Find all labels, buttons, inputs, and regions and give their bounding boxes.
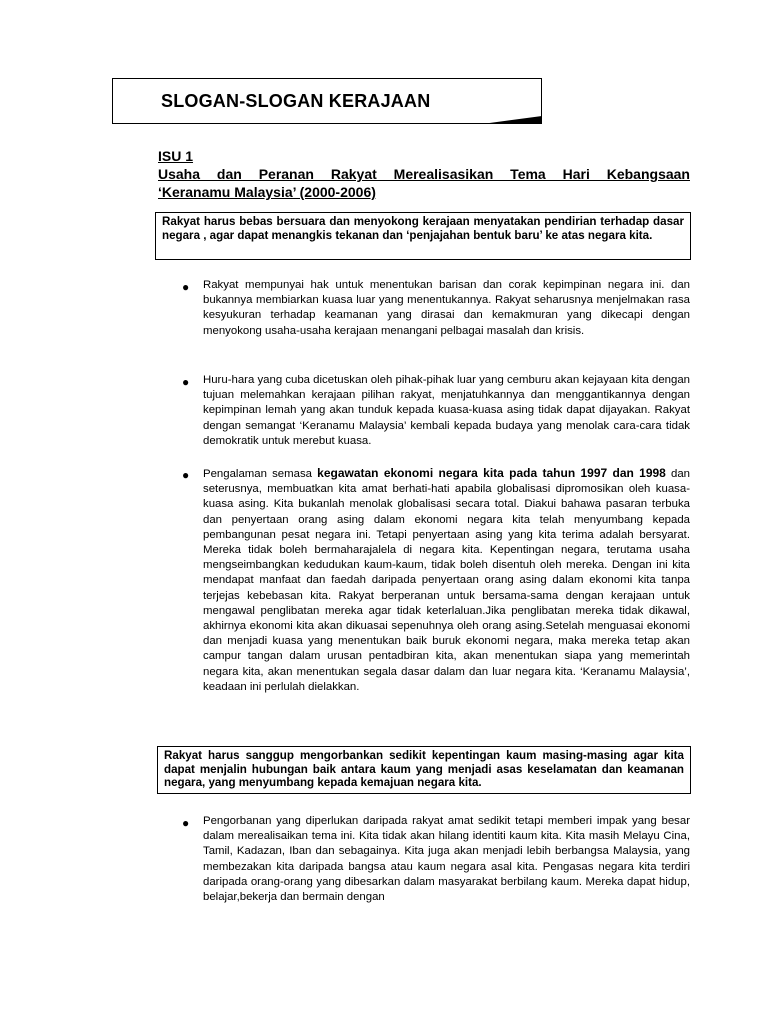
document-title: SLOGAN-SLOGAN KERAJAAN [161, 91, 431, 111]
issue-label: ISU 1 [158, 148, 194, 164]
paragraph-3 [203, 466, 690, 695]
issue-theme-line1: Usaha dan Peranan Rakyat Merealisasikan Tema Hari Kebangsaan [158, 166, 690, 182]
slogan-box-1: Rakyat harus bebas bersuara dan menyokong kerajaan menyatakan pendirian terhadap dasar negara , agar dapat menangkis tekanan dan ‘penjajahan bentuk baru’ ke atas negara kita. [155, 212, 691, 260]
paragraph-4: Pengorbanan yang diperlukan daripada rakyat amat sedikit tetapi memberi impak yang besar dalam merealisaikan tema ini. Kita tidak akan hilang identiti kaum kita. Kita masih Melayu Cina, Tamil, Kadazan, Iban dan sebagainya. Kita juga akan menjadi lebih berbangsa Malaysia, yang membezakan kita daripada bangsa atau kaum negara asal kita. Pengasas negara kita terdiri daripada orang-orang yang dibesarkan dalam masyarakat berbilang kaum. Mereka dapat hidup, belajar,bekerja dan bermain dengan [203, 815, 690, 904]
paragraph-2: Huru-hara yang cuba dicetuskan oleh pihak-pihak luar yang cemburu akan kejayaan kita dengan tujuan melemahkan kerajaan pilihan rakyat, menjatuhkannya dan menggantikannya dengan kepimpinan lemah yang akan tunduk kepada kuasa-kuasa asing tidak dapat dijayakan. Rakyat dengan semangat ‘Keranamu Malaysia’ kembali kepada budaya yang menolak cara-cara tidak demokratik untuk merebut kuasa. [203, 374, 690, 447]
paragraph-3-rest: dan seterusnya, membuatkan kita amat berhati-hati apabila globalisasi dipromosikan oleh kuasa-kuasa asing. Kita bukanlah menolak globalisasi secara total. Diakui bahawa pasaran terbuka dan penyertaan orang asing dalam ekonomi negara kita telah menyumbang kepada pembangunan pesat negara ini. Tetapi penyertaan asing yang kita terima adalah bersyarat. Mereka tidak boleh bermaharajalela di negara kita. Kepentingan negara, terutama usaha mengseimbangkan kedudukan kaum-kaum, tidak boleh disentuh oleh mereka. Dengan ini kita mendapat manfaat dan faedah daripada penyertaan orang asing dalam ekonomi kita tanpa terjejas kebebasan kita. Rakyat berperanan untuk bersama-sama dengan kerajaan untuk mengawal penglibatan mereka agar tidak keterlaluan.Jika penglibatan mereka tidak dikawal, akhirnya ekonomi kita akan dikuasai sepenuhnya oleh orang asing.Setelah menguasai ekonomi dan menjadi kuasa yang menentukan baik buruk ekonomi negara, maka mereka tetap akan campur tangan dalam urusan pentadbiran kita, akan menentukan siapa yang memerintah negara kita, akan menentukan segala dasar dalam dan luar negara kita. ‘Keranamu Malaysia’, keadaan ini perlulah dielakkan. [203, 468, 690, 693]
issue-heading [158, 147, 690, 201]
bullet-icon: ● [182, 280, 190, 294]
bullet-icon: ● [182, 468, 190, 482]
paragraph-1: Rakyat mempunyai hak untuk menentukan barisan dan corak kepimpinan negara ini. dan bukannya membiarkan kuasa luar yang menentukannya. Rakyat seharusnya menjelmakan rasa kesyukuran terhadap keamanan yang dirasai dan kemakmuran yang dikecapi dengan menyokong usaha-usaha kerajaan menangani pelbagai masalah dan krisis. [203, 279, 690, 337]
bullet-icon: ● [182, 375, 190, 389]
title-box-fold-decoration [482, 116, 542, 124]
paragraph-3-emphasis: kegawatan ekonomi negara kita pada tahun 1997 dan 1998 [317, 466, 666, 480]
bullet-icon: ● [182, 816, 190, 830]
issue-theme-line2: ‘Keranamu Malaysia’ (2000-2006) [158, 184, 376, 200]
paragraph-3-lead: Pengalaman semasa [203, 468, 318, 480]
slogan-box-2: Rakyat harus sanggup mengorbankan sedikit kepentingan kaum masing-masing agar kita dapat menjalin hubungan baik antara kaum yang menjadi asas keselamatan dan keamanan negara, yang menyumbang kepada kemajuan negara kita. [157, 746, 691, 794]
title-box [112, 78, 542, 124]
